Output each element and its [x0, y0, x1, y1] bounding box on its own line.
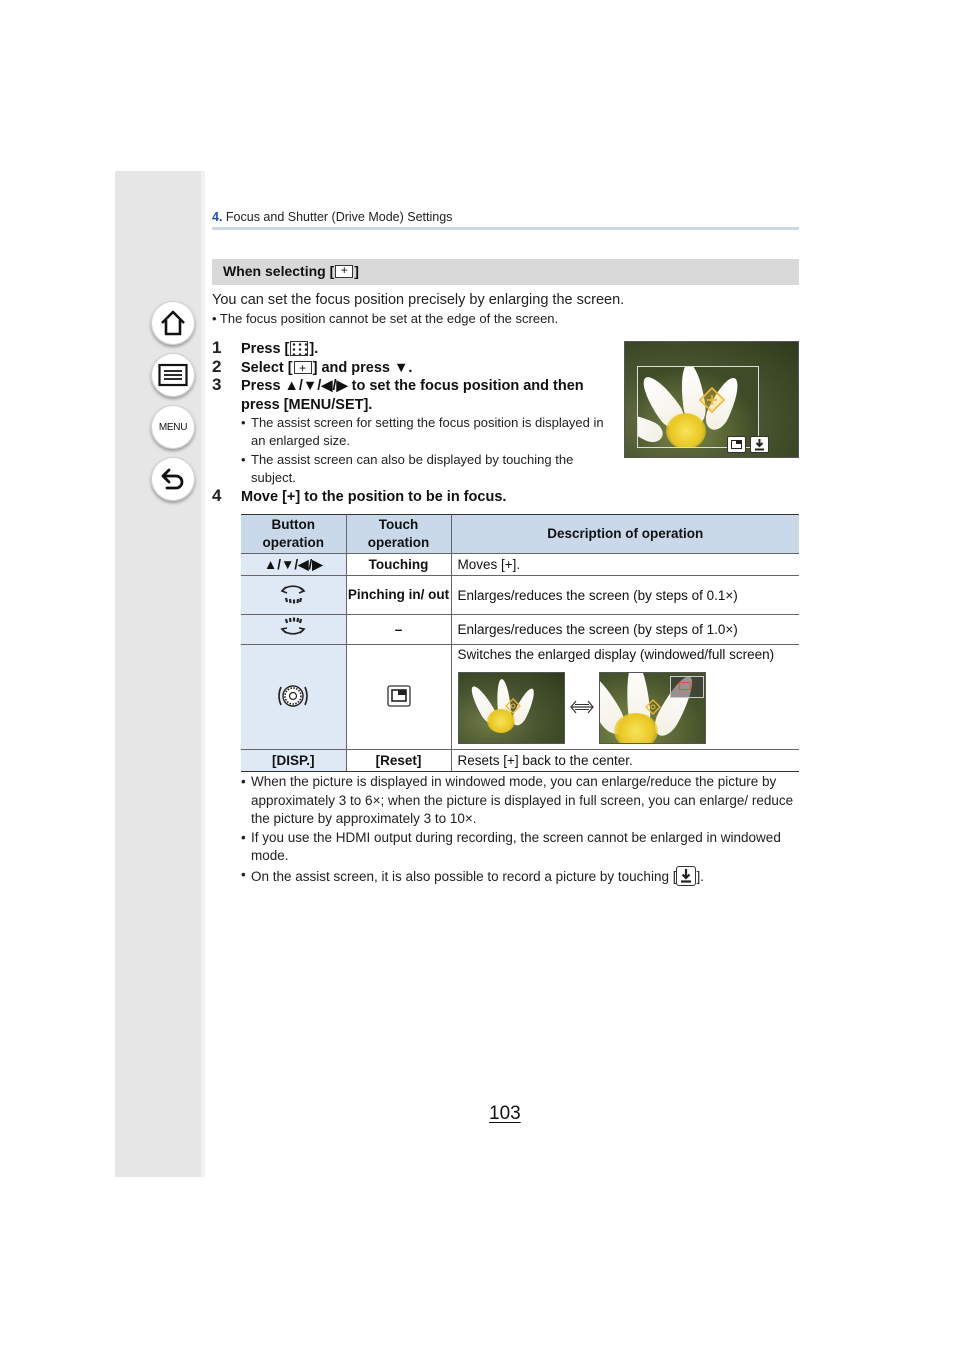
header-button-operation: Button operation [241, 515, 346, 554]
section-breadcrumb [212, 210, 452, 224]
step-3-note-2: • The assist screen can also be displayed by touching the subject. [241, 452, 574, 485]
intro-text: You can set the focus position precisely by enlarging the screen. [212, 292, 625, 308]
cell-button [241, 576, 346, 615]
cell-description: Moves [+]. [451, 554, 799, 576]
list-item: • When the picture is displayed in windowed mode, you can enlarge/reduce the picture by approximately 3 to 6×; when the picture is displayed in full screen, you can enlarge/ reduce the picture by approximately 3 to 10×. [241, 773, 801, 829]
cell-button [241, 645, 346, 750]
front-dial-icon [278, 582, 308, 606]
focus-mode-icon [290, 341, 308, 356]
full-screen-display-image [599, 672, 706, 744]
heading-close: ] [354, 263, 359, 279]
step-4-number: 4 [212, 486, 222, 505]
windowed-display-image [458, 672, 565, 744]
sidebar-edge [201, 171, 205, 1177]
heading-text: When selecting [ [223, 263, 335, 279]
step-3-text: Press ▲/▼/◀/▶ to set the focus position and then press [MENU/SET]. [241, 378, 584, 413]
table-row [241, 554, 799, 576]
cell-touch [346, 645, 451, 750]
cell-button: ▲/▼/◀/▶ [241, 554, 346, 576]
cell-description: Enlarges/reduces the screen (by steps of 1.0×) [451, 615, 799, 645]
page-number: 103 [489, 1103, 521, 1124]
operations-table [241, 514, 799, 772]
notes-list [241, 773, 801, 886]
back-icon [159, 465, 187, 493]
pinpoint-af-icon [335, 265, 353, 278]
shutter-touch-icon [676, 866, 696, 886]
cell-button [241, 615, 346, 645]
cell-description: Switches the enlarged display (windowed/full screen) [451, 645, 799, 750]
step-3-number: 3 [212, 375, 222, 394]
back-button[interactable] [151, 457, 195, 501]
section-divider [212, 227, 799, 230]
step-4-text: Move [+] to the position to be in focus. [241, 489, 507, 505]
section-number: 4. [212, 210, 223, 224]
table-row [241, 750, 799, 772]
window-toggle-icon [387, 685, 411, 707]
menu-button[interactable] [151, 405, 195, 449]
contents-button[interactable] [151, 353, 195, 397]
table-row [241, 576, 799, 615]
cell-touch: – [346, 615, 451, 645]
subsection-heading [212, 259, 799, 285]
home-button[interactable] [151, 301, 195, 345]
header-touch-operation: Touch operation [346, 515, 451, 554]
cell-touch: Pinching in/ out [346, 576, 451, 615]
header-description: Description of operation [451, 515, 799, 554]
switch-arrow-icon [570, 700, 594, 714]
step-2-text: Select [+ ] and press ▼. [241, 359, 412, 378]
table-header-row [241, 515, 799, 554]
pinpoint-af-icon [294, 361, 312, 374]
shutter-touch-icon[interactable] [750, 436, 769, 453]
intro-note: • The focus position cannot be set at the edge of the screen. [212, 311, 559, 326]
list-icon [158, 363, 188, 387]
home-icon [159, 309, 187, 337]
cell-touch: [Reset] [346, 750, 451, 772]
menu-label: MENU [158, 421, 188, 433]
cell-description: Enlarges/reduces the screen (by steps of 0.1×) [451, 576, 799, 615]
step-3-note-1: • The assist screen for setting the focus position is displayed in an enlarged size. [241, 415, 604, 448]
cell-touch: Touching [346, 554, 451, 576]
focus-target-icon [699, 387, 725, 413]
table-row [241, 615, 799, 645]
list-item: • On the assist screen, it is also possible to record a picture by touching [ ]. [241, 866, 801, 887]
control-dial-icon [276, 683, 310, 709]
step-1-number: 1 [212, 338, 222, 357]
assist-screen-image [624, 341, 799, 458]
section-title: Focus and Shutter (Drive Mode) Settings [225, 210, 453, 224]
list-item: • If you use the HDMI output during recording, the screen cannot be enlarged in windowed mode. [241, 829, 801, 866]
cell-button: [DISP.] [241, 750, 346, 772]
step-1-text: Press [ ]. [241, 341, 319, 357]
table-row [241, 645, 799, 750]
window-toggle-icon[interactable] [727, 436, 746, 453]
cell-description: Resets [+] back to the center. [451, 750, 799, 772]
rear-dial-icon [278, 616, 308, 640]
step-2-number: 2 [212, 357, 222, 376]
